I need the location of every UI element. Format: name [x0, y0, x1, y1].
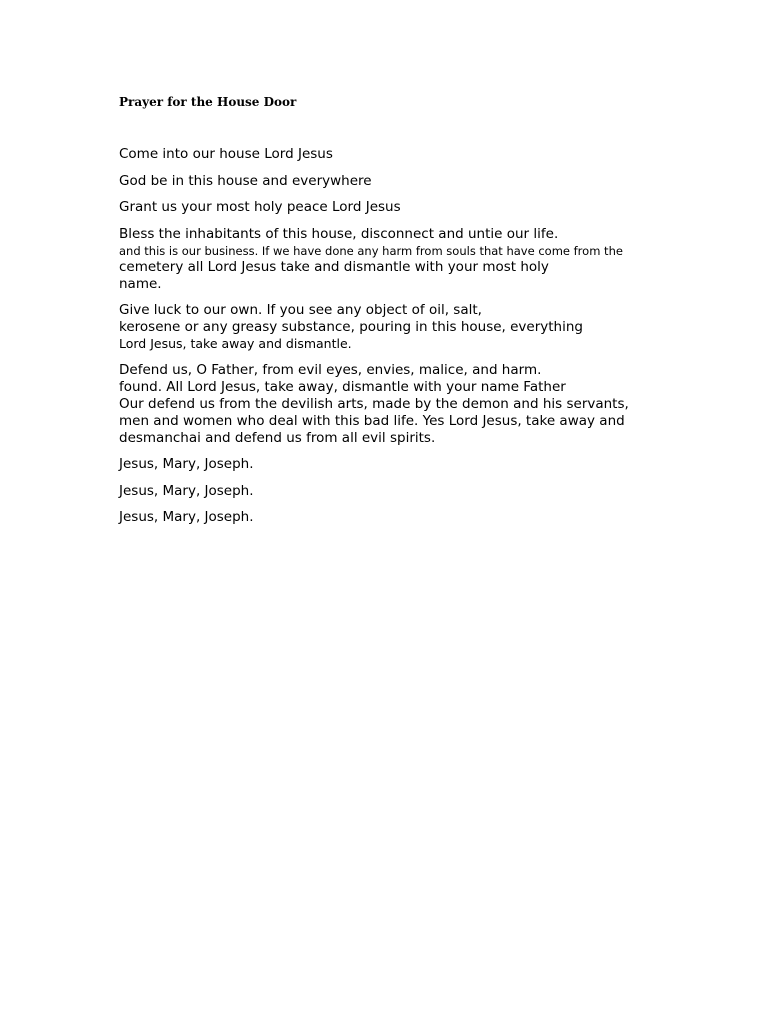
paragraph-2: [119, 173, 719, 190]
paragraph-6: [119, 362, 719, 447]
text-line: Lord Jesus, take away and dismantle.: [119, 336, 352, 351]
text-line: Defend us, O Father, from evil eyes, envies, malice, and harm.: [119, 361, 542, 378]
text-line: desmanchai and defend us from all evil spirits.: [119, 429, 436, 446]
text-line: Our defend us from the devilish arts, made by the demon and his servants,: [119, 395, 629, 412]
paragraph-9: [119, 509, 719, 526]
paragraph-7: [119, 456, 719, 473]
paragraph-3: [119, 199, 719, 216]
text-line: name.: [119, 275, 162, 292]
text-line: Jesus, Mary, Joseph.: [119, 456, 254, 472]
text-line: found. All Lord Jesus, take away, dismantle with your name Father: [119, 378, 566, 395]
text-line: cemetery all Lord Jesus take and dismantle with your most holy: [119, 258, 549, 275]
text-line: Grant us your most holy peace Lord Jesus: [119, 199, 401, 215]
paragraph-1: [119, 146, 719, 163]
paragraph-5: [119, 302, 719, 352]
text-line: Bless the inhabitants of this house, disconnect and untie our life.: [119, 225, 559, 242]
document-body: [119, 146, 719, 536]
text-line: God be in this house and everywhere: [119, 172, 372, 189]
text-line: and this is our business. If we have done any harm from souls that have come from the: [119, 243, 623, 258]
document-title: Prayer for the House Door: [119, 95, 297, 109]
text-line: kerosene or any greasy substance, pouring in this house, everything: [119, 319, 583, 335]
text-line: men and women who deal with this bad life. Yes Lord Jesus, take away and: [119, 412, 625, 429]
paragraph-4: [119, 226, 719, 293]
text-line: Give luck to our own. If you see any object of oil, salt,: [119, 302, 482, 318]
text-line: Come into our house Lord Jesus: [119, 146, 333, 162]
text-line: Jesus, Mary, Joseph.: [119, 482, 254, 499]
text-line: Jesus, Mary, Joseph.: [119, 509, 254, 525]
paragraph-8: [119, 483, 719, 500]
